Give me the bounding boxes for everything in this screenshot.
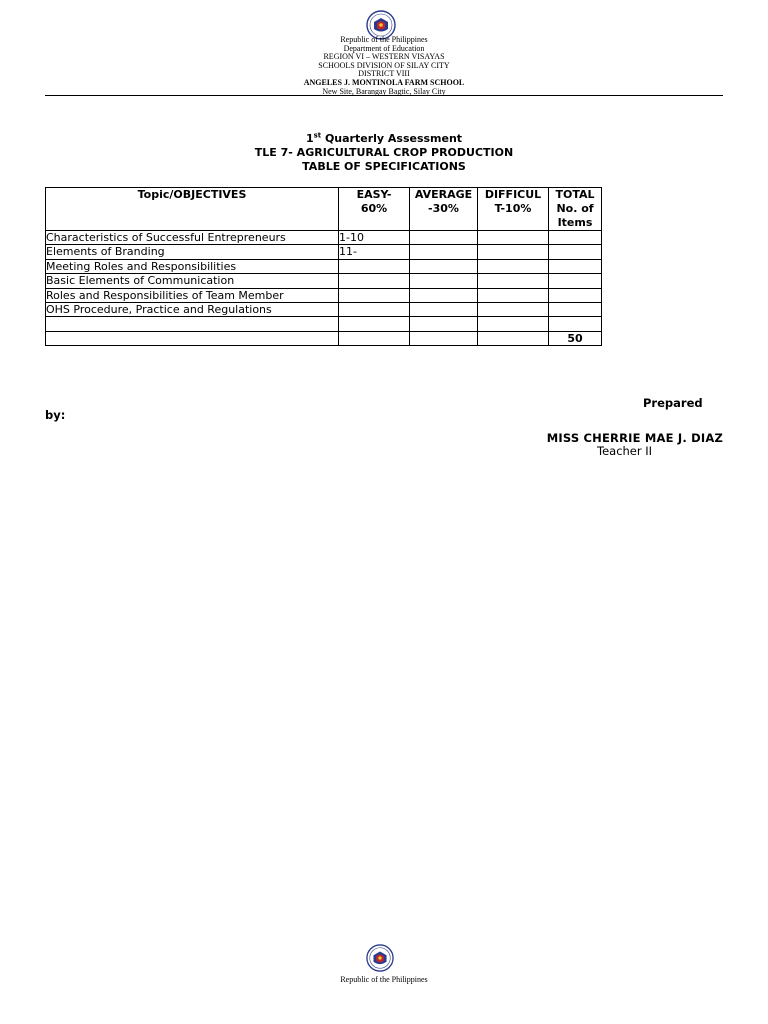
header-average-line2: -30% [428, 202, 459, 215]
total-cell [549, 259, 602, 273]
prepared-label: Prepared [643, 396, 703, 410]
table-of-specifications [45, 187, 602, 346]
header-average [410, 188, 478, 231]
total-cell [549, 288, 602, 302]
average-cell [410, 259, 478, 273]
easy-cell [339, 259, 410, 273]
header-topic: Topic/OBJECTIVES [46, 188, 339, 231]
topic-cell [46, 317, 339, 331]
header-difficult-line2: T-10% [494, 202, 532, 215]
difficult-cell [478, 331, 549, 345]
letterhead-line-republic: Republic of the Philippines [340, 35, 428, 44]
easy-cell [339, 302, 410, 316]
topic-cell: Basic Elements of Communication [46, 274, 339, 288]
letterhead-line-region: REGION VI – WESTERN VISAYAS [323, 52, 445, 62]
easy-cell [339, 288, 410, 302]
average-cell [410, 317, 478, 331]
signatory-role: Teacher II [597, 444, 653, 458]
average-cell [410, 231, 478, 245]
letterhead [0, 36, 768, 96]
header-difficult [478, 188, 549, 231]
easy-cell [339, 317, 410, 331]
topic-cell: Meeting Roles and Responsibilities [46, 259, 339, 273]
difficult-cell [478, 288, 549, 302]
average-cell [410, 288, 478, 302]
assessment-ordinal: 1 [305, 132, 314, 145]
table-row [46, 302, 602, 316]
table-row [46, 231, 602, 245]
table-total-row [46, 331, 602, 345]
difficult-cell [478, 231, 549, 245]
difficult-cell [478, 245, 549, 259]
letterhead-line-district: DISTRICT VIII [358, 69, 410, 79]
header-total [549, 188, 602, 231]
table-header-row [46, 188, 602, 231]
average-cell [410, 274, 478, 288]
letterhead-divider [45, 95, 723, 96]
header-total-line2: No. of [556, 202, 594, 215]
signatory-name: MISS CHERRIE MAE J. DIAZ [546, 431, 723, 445]
letterhead-address: New Site, Barangay Bagtic, Silay City [322, 86, 446, 96]
topic-cell: Characteristics of Successful Entrepreneurs [46, 231, 339, 245]
difficult-cell [478, 317, 549, 331]
easy-cell [339, 274, 410, 288]
difficult-cell [478, 274, 549, 288]
total-cell [549, 231, 602, 245]
header-easy [339, 188, 410, 231]
header-total-line1: TOTAL [555, 188, 595, 201]
easy-cell [339, 331, 410, 345]
average-cell [410, 245, 478, 259]
assessment-title [0, 132, 768, 146]
table-row [46, 288, 602, 302]
topic-cell: Elements of Branding [46, 245, 339, 259]
difficult-cell [478, 259, 549, 273]
total-cell [549, 302, 602, 316]
topic-cell [46, 331, 339, 345]
table-row [46, 274, 602, 288]
assessment-label: Quarterly Assessment [321, 132, 463, 145]
deped-seal-icon [366, 944, 394, 972]
letterhead-line-division: SCHOOLS DIVISION OF SILAY CITY [318, 60, 450, 70]
table-row-empty [46, 317, 602, 331]
topic-cell: Roles and Responsibilities of Team Member [46, 288, 339, 302]
grand-total-cell: 50 [549, 331, 602, 345]
assessment-ordinal-suffix: st [313, 131, 322, 140]
table-row [46, 259, 602, 273]
total-cell [549, 274, 602, 288]
topic-cell: OHS Procedure, Practice and Regulations [46, 302, 339, 316]
letterhead-line-deped: Department of Education [343, 43, 425, 53]
difficult-cell [478, 302, 549, 316]
header-difficult-line1: DIFFICUL [484, 188, 542, 201]
total-cell [549, 317, 602, 331]
footer-republic: Republic of the Philippines [340, 975, 428, 984]
average-cell [410, 331, 478, 345]
easy-cell: 1-10 [339, 231, 410, 245]
subject-title: TLE 7- AGRICULTURAL CROP PRODUCTION [254, 146, 514, 159]
easy-cell: 11- [339, 245, 410, 259]
letterhead-school-name: ANGELES J. MONTINOLA FARM SCHOOL [303, 77, 465, 87]
header-average-line1: AVERAGE [414, 188, 473, 201]
document-titles [0, 132, 768, 174]
total-cell [549, 245, 602, 259]
header-easy-line1: EASY- [356, 188, 392, 201]
header-easy-line2: 60% [360, 202, 388, 215]
prepared-by-label: by: [45, 408, 66, 422]
average-cell [410, 302, 478, 316]
document-title: TABLE OF SPECIFICATIONS [302, 160, 466, 173]
table-row [46, 245, 602, 259]
header-total-line3: Items [557, 216, 593, 229]
